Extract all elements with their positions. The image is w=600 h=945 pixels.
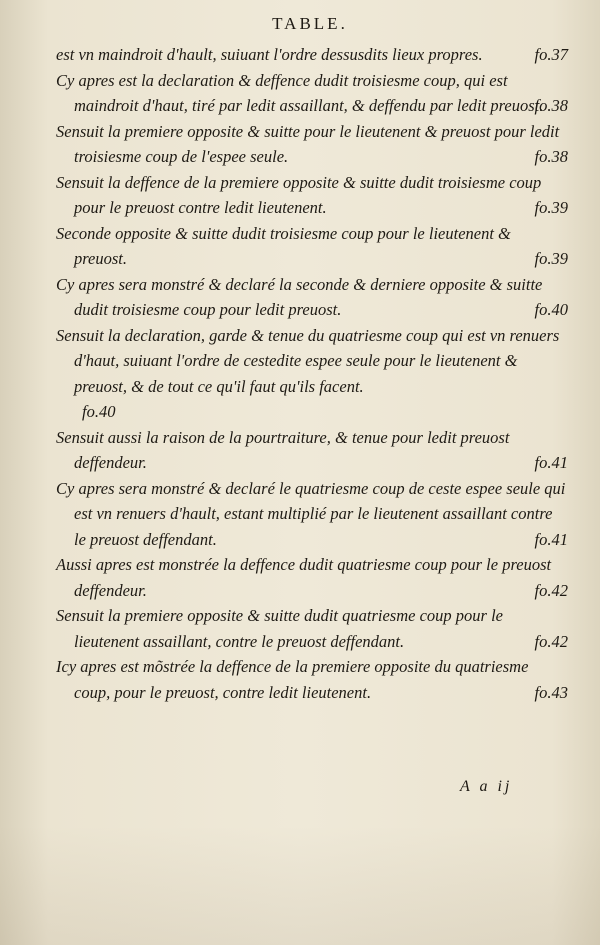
running-header	[0, 14, 600, 34]
entry-text: Aussi apres est monstrée la deffence dudit quatriesme coup pour le preuost deffendeur.	[56, 555, 552, 600]
entry-text: Sensuit la premiere opposite & suitte dudit quatriesme coup pour le lieutenent assaillant, contre le preuost deffendant.	[56, 606, 503, 651]
entry-text: Icy apres est mõstrée la deffence de la premiere opposite du quatriesme coup, pour le preuost, contre ledit lieutenent.	[56, 657, 529, 702]
entry-text: Cy apres sera monstré & declaré la seconde & derniere opposite & suitte dudit troisiesme coup pour ledit preuost.	[56, 274, 543, 319]
folio-reference: fo.37	[534, 45, 568, 64]
toc-entry	[56, 425, 568, 476]
entry-text: Sensuit la premiere opposite & suitte pour le lieutenent & preuost pour ledit troisiesme coup de l'espee seule.	[56, 121, 560, 166]
toc-entry	[56, 323, 568, 425]
toc-entry	[56, 552, 568, 603]
folio-reference: fo.42	[534, 631, 568, 651]
header-title: TABLE.	[272, 14, 348, 33]
entry-text: Sensuit la declaration, garde & tenue du quatriesme coup qui est vn renuers d'haut, suiuant l'ordre de cestedite espee seule pour le lieutenent & preuost, & de tout ce qu'il faut qu'ils facent.	[56, 325, 560, 396]
folio-reference: fo.43	[534, 682, 568, 702]
toc-entry	[56, 119, 568, 170]
folio-reference: fo.41	[534, 529, 568, 549]
folio-reference: fo.38	[534, 147, 568, 166]
entry-text: Sensuit la deffence de la premiere opposite & suitte dudit troisiesme coup pour le preuost contre ledit lieutenent.	[56, 172, 542, 217]
entry-text: Cy apres sera monstré & declaré le quatriesme coup de ceste espee seule qui est vn renuers d'hault, estant multiplié par le lieutenent assaillant contre le preuost deffendant.	[56, 478, 566, 549]
toc-entry	[56, 603, 568, 654]
toc-entry	[56, 272, 568, 323]
folio-reference: fo.40	[534, 300, 568, 319]
table-of-contents	[56, 42, 568, 705]
folio-reference: fo.38	[534, 96, 568, 115]
entry-text: Seconde opposite & suitte dudit troisiesme coup pour le lieutenent & preuost.	[56, 223, 511, 268]
toc-entry	[56, 221, 568, 272]
toc-entry	[56, 42, 568, 68]
signature-mark: A a ij	[460, 778, 513, 795]
folio-reference: fo.39	[534, 198, 568, 217]
toc-entry	[56, 654, 568, 705]
folio-reference: fo.39	[534, 249, 568, 268]
folio-reference: fo.41	[534, 453, 568, 472]
toc-entry	[56, 68, 568, 119]
toc-entry	[56, 476, 568, 553]
folio-reference: fo.40	[82, 402, 116, 421]
entry-text: Cy apres est la declaration & deffence dudit troisiesme coup, qui est maindroit d'haut, tiré par ledit assaillant, & deffendu par ledit preuost.	[56, 70, 544, 115]
toc-entry	[56, 170, 568, 221]
entry-text: est vn maindroit d'hault, suiuant l'ordre dessusdits lieux propres.	[56, 45, 483, 64]
folio-reference: fo.42	[534, 580, 568, 600]
page-shading	[0, 825, 600, 945]
entry-text: Sensuit aussi la raison de la pourtraiture, & tenue pour ledit preuost deffendeur.	[56, 427, 510, 472]
